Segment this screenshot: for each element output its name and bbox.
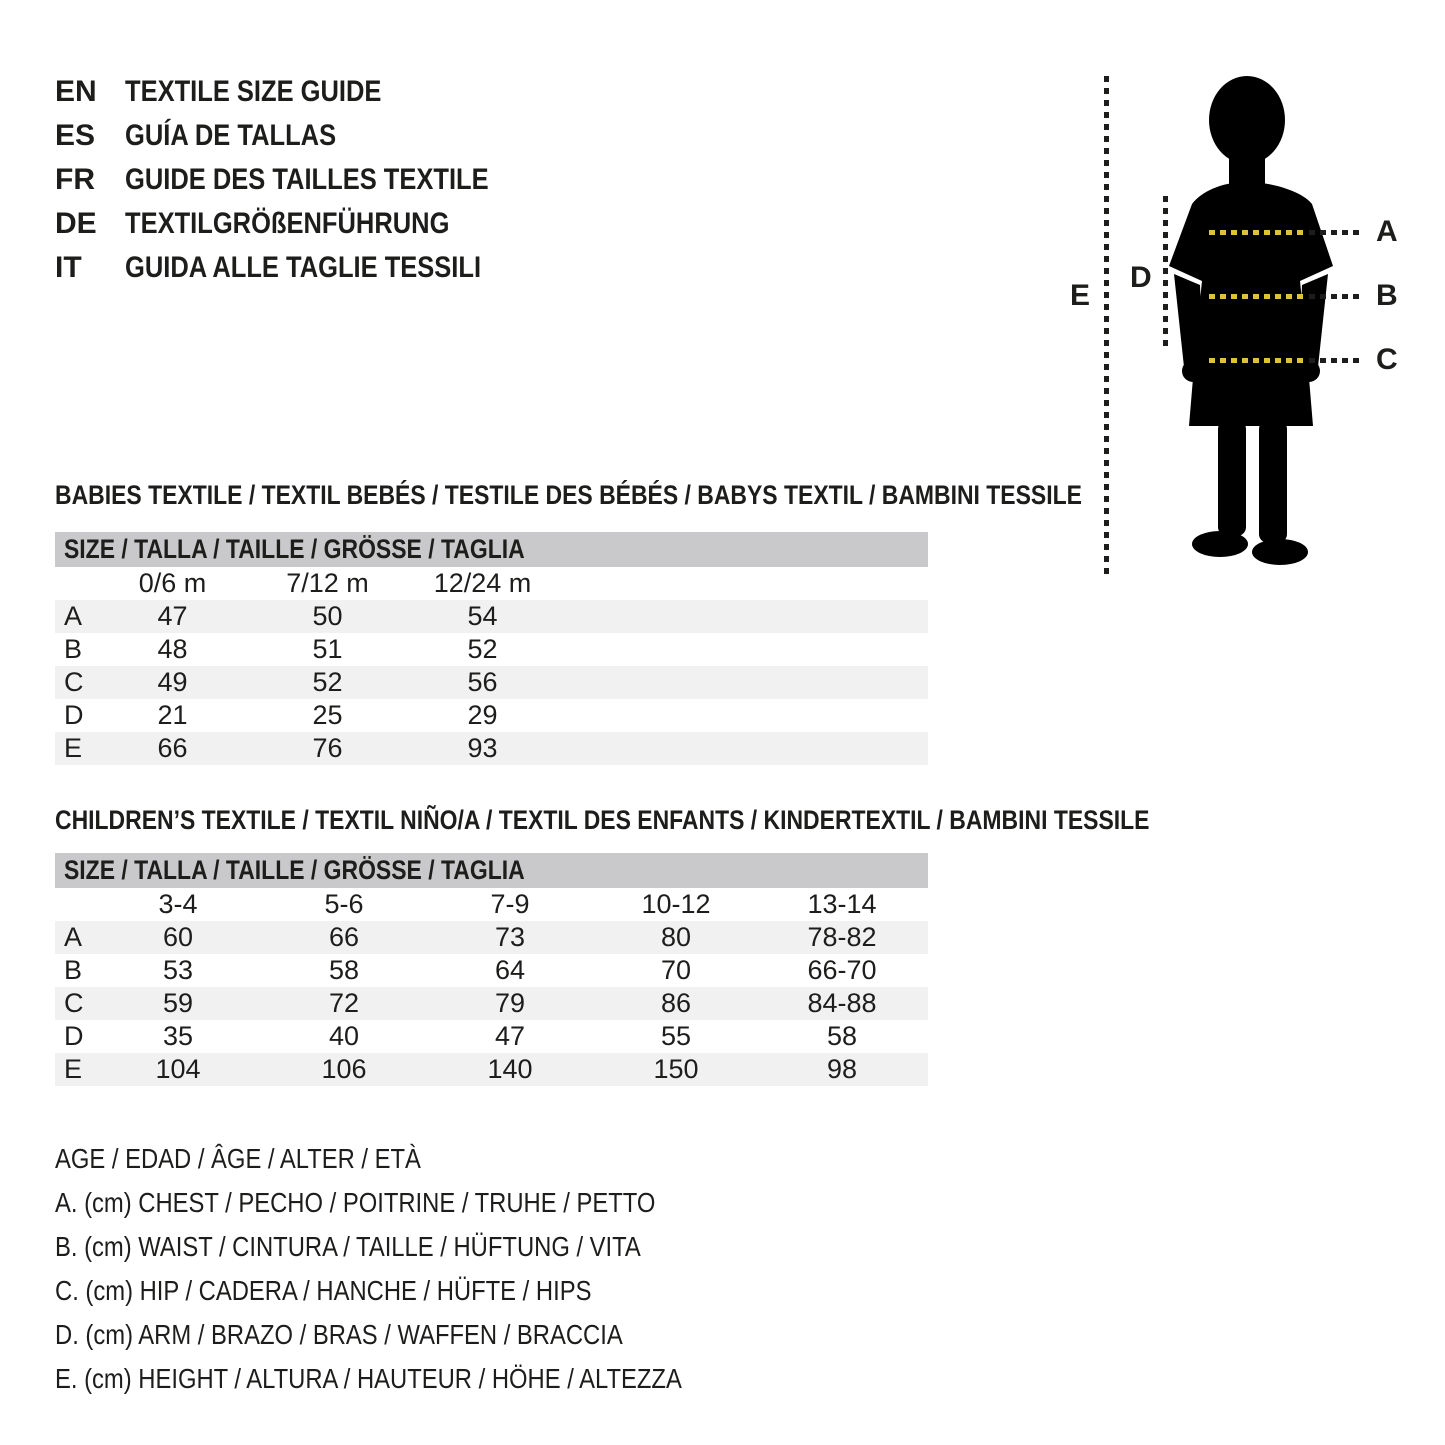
table-row [55,666,928,699]
dark-dash-segment [1309,294,1363,299]
column-header: 0/6 m [138,568,207,598]
figure-label-D: D [1130,261,1152,294]
row-measure-letter: C [64,988,84,1018]
size-value-cell: 150 [653,1054,699,1084]
column-header-row [55,567,928,600]
column-header: 3-4 [158,889,198,919]
figure-label-C: C [1376,343,1398,376]
yellow-dash-segment [1209,294,1307,299]
language-code: FR [55,163,95,196]
language-guide-title: GUIDA ALLE TAGLIE TESSILI [125,251,482,284]
size-value-cell: 140 [487,1054,533,1084]
yellow-dash-segment [1209,230,1307,235]
size-value-cell: 58 [826,1021,858,1051]
size-value-cell: 47 [494,1021,526,1051]
legend-line: D. (cm) ARM / BRAZO / BRAS / WAFFEN / BRACCIA [55,1319,623,1350]
size-value-cell: 52 [467,634,498,664]
size-value-cell: 40 [328,1021,360,1051]
row-measure-letter: A [64,601,83,631]
size-value-cell: 55 [660,1021,692,1051]
legend-line: B. (cm) WAIST / CINTURA / TAILLE / HÜFTUNG / VITA [55,1231,641,1262]
waist-measure-line-B [1209,281,1398,311]
measurement-legend [55,1144,792,1394]
legend-line: A. (cm) CHEST / PECHO / POITRINE / TRUHE / PETTO [55,1187,656,1218]
table-row [55,954,928,987]
child-silhouette [1161,70,1346,575]
size-value-cell: 60 [162,922,194,952]
figure-label-E: E [1070,279,1091,312]
size-value-cell: 35 [162,1021,194,1051]
children-size-table [55,853,928,1086]
column-header: 7-9 [490,889,530,919]
legend-line: AGE / EDAD / ÂGE / ALTER / ETÀ [55,1143,421,1174]
size-value-cell: 50 [312,601,343,631]
size-value-cell: 66-70 [807,955,877,985]
size-value-cell: 104 [155,1054,201,1084]
size-value-cell: 73 [494,922,526,952]
size-value-cell: 98 [826,1054,858,1084]
size-value-cell: 21 [157,700,188,730]
language-guide-title: GUÍA DE TALLAS [125,119,337,152]
size-value-cell: 79 [494,988,526,1018]
column-header: 12/24 m [433,568,532,598]
babies-section-title: BABIES TEXTILE / TEXTIL BEBÉS / TESTILE DES BÉBÉS / BABYS TEXTIL / BAMBINI TESSILE [55,480,1082,510]
size-value-cell: 93 [467,733,498,763]
figure-label-B: B [1376,279,1398,312]
table-row [55,1020,928,1053]
row-measure-letter: E [64,733,83,763]
size-value-cell: 47 [157,601,188,631]
row-measure-letter: B [64,955,83,985]
babies-size-table [55,532,928,765]
legend-line: C. (cm) HIP / CADERA / HANCHE / HÜFTE / HIPS [55,1275,592,1306]
size-value-cell: 106 [321,1054,367,1084]
yellow-dash-segment [1209,358,1307,363]
language-code: IT [55,251,82,284]
size-value-cell: 84-88 [807,988,877,1018]
language-guide-title: GUIDE DES TAILLES TEXTILE [125,163,489,196]
size-header-label: SIZE / TALLA / TAILLE / GRÖSSE / TAGLIA [64,855,525,885]
height-measure-dashed-line-E [1104,76,1109,576]
size-value-cell: 70 [660,955,692,985]
dark-dash-segment [1309,230,1363,235]
size-value-cell: 53 [162,955,194,985]
size-header-bar [55,853,928,888]
table-row [55,732,928,765]
language-guide-title: TEXTILGRÖßENFÜHRUNG [125,207,450,240]
size-value-cell: 49 [157,667,188,697]
table-row [55,600,928,633]
size-value-cell: 64 [494,955,526,985]
size-value-cell: 86 [660,988,692,1018]
size-value-cell: 59 [162,988,194,1018]
column-header-row [55,888,928,921]
size-header-label: SIZE / TALLA / TAILLE / GRÖSSE / TAGLIA [64,534,525,564]
row-measure-letter: D [64,700,84,730]
column-header: 13-14 [807,889,877,919]
size-value-cell: 66 [157,733,188,763]
figure-label-A: A [1376,215,1398,248]
size-value-cell: 51 [312,634,343,664]
column-header: 7/12 m [286,568,369,598]
size-value-cell: 58 [328,955,360,985]
table-row [55,1053,928,1086]
size-header-bar [55,532,928,567]
row-measure-letter: C [64,667,84,697]
language-code: DE [55,207,97,240]
column-header: 5-6 [324,889,364,919]
dark-dash-segment [1309,358,1363,363]
children-section-title: CHILDREN’S TEXTILE / TEXTIL NIÑO/A / TEXTIL DES ENFANTS / KINDERTEXTIL / BAMBINI TESSILE [55,805,1150,835]
language-guide-title: TEXTILE SIZE GUIDE [125,75,382,108]
table-row [55,699,928,732]
chest-measure-line-A [1209,217,1398,247]
language-code: ES [55,119,96,152]
size-value-cell: 54 [467,601,498,631]
size-value-cell: 72 [328,988,360,1018]
size-value-cell: 56 [467,667,498,697]
size-value-cell: 25 [312,700,343,730]
row-measure-letter: D [64,1021,84,1051]
size-value-cell: 29 [467,700,498,730]
table-row [55,633,928,666]
size-value-cell: 48 [157,634,188,664]
table-row [55,921,928,954]
size-value-cell: 80 [660,922,692,952]
row-measure-letter: E [64,1054,83,1084]
size-value-cell: 76 [312,733,343,763]
table-row [55,987,928,1020]
size-value-cell: 52 [312,667,343,697]
size-value-cell: 78-82 [807,922,877,952]
column-header: 10-12 [641,889,711,919]
arm-measure-dashed-line-D [1163,196,1168,352]
language-code: EN [55,75,97,108]
size-value-cell: 66 [328,922,360,952]
row-measure-letter: B [64,634,83,664]
row-measure-letter: A [64,922,83,952]
legend-line: E. (cm) HEIGHT / ALTURA / HAUTEUR / HÖHE / ALTEZZA [55,1363,682,1394]
hip-measure-line-C [1209,345,1398,375]
